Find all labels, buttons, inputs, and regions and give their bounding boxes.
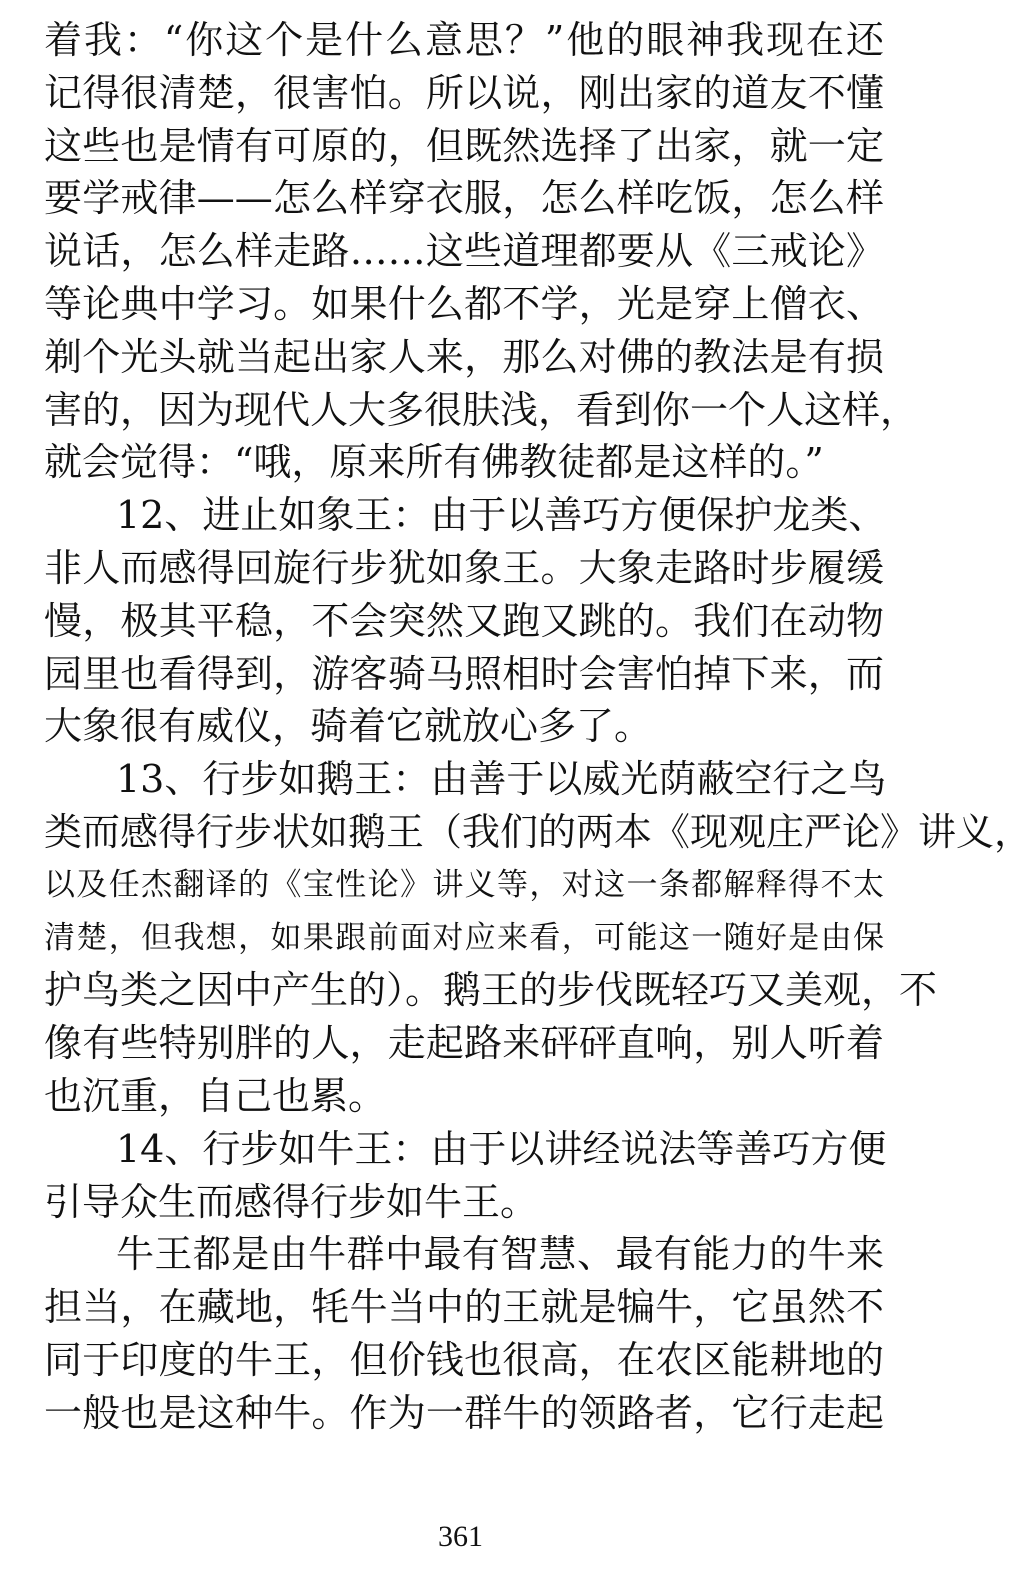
text-line: 剃个光头就当起出家人来，那么对佛的教法是有损: [44, 334, 884, 379]
paragraph-start: 牛王都是由牛群中最有智慧、最有能力的牛来: [116, 1232, 884, 1277]
text-line: 同于印度的牛王，但价钱也很高，在农区能耕地的: [44, 1337, 884, 1382]
text-line: 大象很有威仪，骑着它就放心多了。: [44, 704, 653, 749]
text-line: 害的，因为现代人大多很肤浅，看到你一个人这样，: [44, 387, 919, 432]
text-line-small: 以及任杰翻译的《宝性论》讲义等，对这一条都解释得不太: [44, 866, 884, 903]
paragraph-start: 13、行步如鹅王：由善于以威光荫蔽空行之鸟: [116, 757, 887, 802]
text-line: 非人而感得回旋行步犹如象王。大象走路时步履缓: [44, 545, 884, 590]
text-line: 记得很清楚，很害怕。所以说，刚出家的道友不懂: [44, 70, 884, 115]
text-line: 园里也看得到，游客骑马照相时会害怕掉下来，而: [44, 651, 884, 696]
text-line: 慢，极其平稳，不会突然又跑又跳的。我们在动物: [44, 598, 884, 643]
text-line: 就会觉得：“哦，原来所有佛教徒都是这样的。”: [44, 440, 824, 485]
page-body: [44, 14, 1032, 1440]
text-line: 类而感得行步状如鹅王（我们的两本《现观庄严论》讲义，: [44, 809, 1032, 854]
text-line: 引导众生而感得行步如牛王。: [44, 1179, 539, 1224]
paragraph-start: 12、进止如象王：由于以善巧方便保护龙类、: [116, 493, 887, 538]
text-line: 等论典中学习。如果什么都不学，光是穿上僧衣、: [44, 281, 884, 326]
page-number: 361: [438, 1520, 483, 1553]
text-line: 要学戒律——怎么样穿衣服，怎么样吃饭，怎么样: [44, 176, 884, 221]
text-line: 着我：“你这个是什么意思？”他的眼神我现在还: [44, 18, 884, 62]
text-line: 像有些特别胖的人，走起路来砰砰直响，别人听着: [44, 1021, 884, 1066]
text-line: 一般也是这种牛。作为一群牛的领路者，它行走起: [44, 1390, 884, 1435]
text-line: 也沉重，自己也累。: [44, 1073, 387, 1118]
text-line: 护鸟类之因中产生的）。鹅王的步伐既轻巧又美观，不: [44, 968, 938, 1013]
text-line-small: 清楚，但我想，如果跟前面对应来看，可能这一随好是由保: [44, 919, 884, 956]
text-line: 担当，在藏地，牦牛当中的王就是犏牛，它虽然不: [44, 1285, 884, 1330]
text-line: 说话，怎么样走路……这些道理都要从《三戒论》: [44, 229, 884, 274]
text-line: 这些也是情有可原的，但既然选择了出家，就一定: [44, 123, 884, 168]
paragraph-start: 14、行步如牛王：由于以讲经说法等善巧方便: [116, 1126, 887, 1171]
